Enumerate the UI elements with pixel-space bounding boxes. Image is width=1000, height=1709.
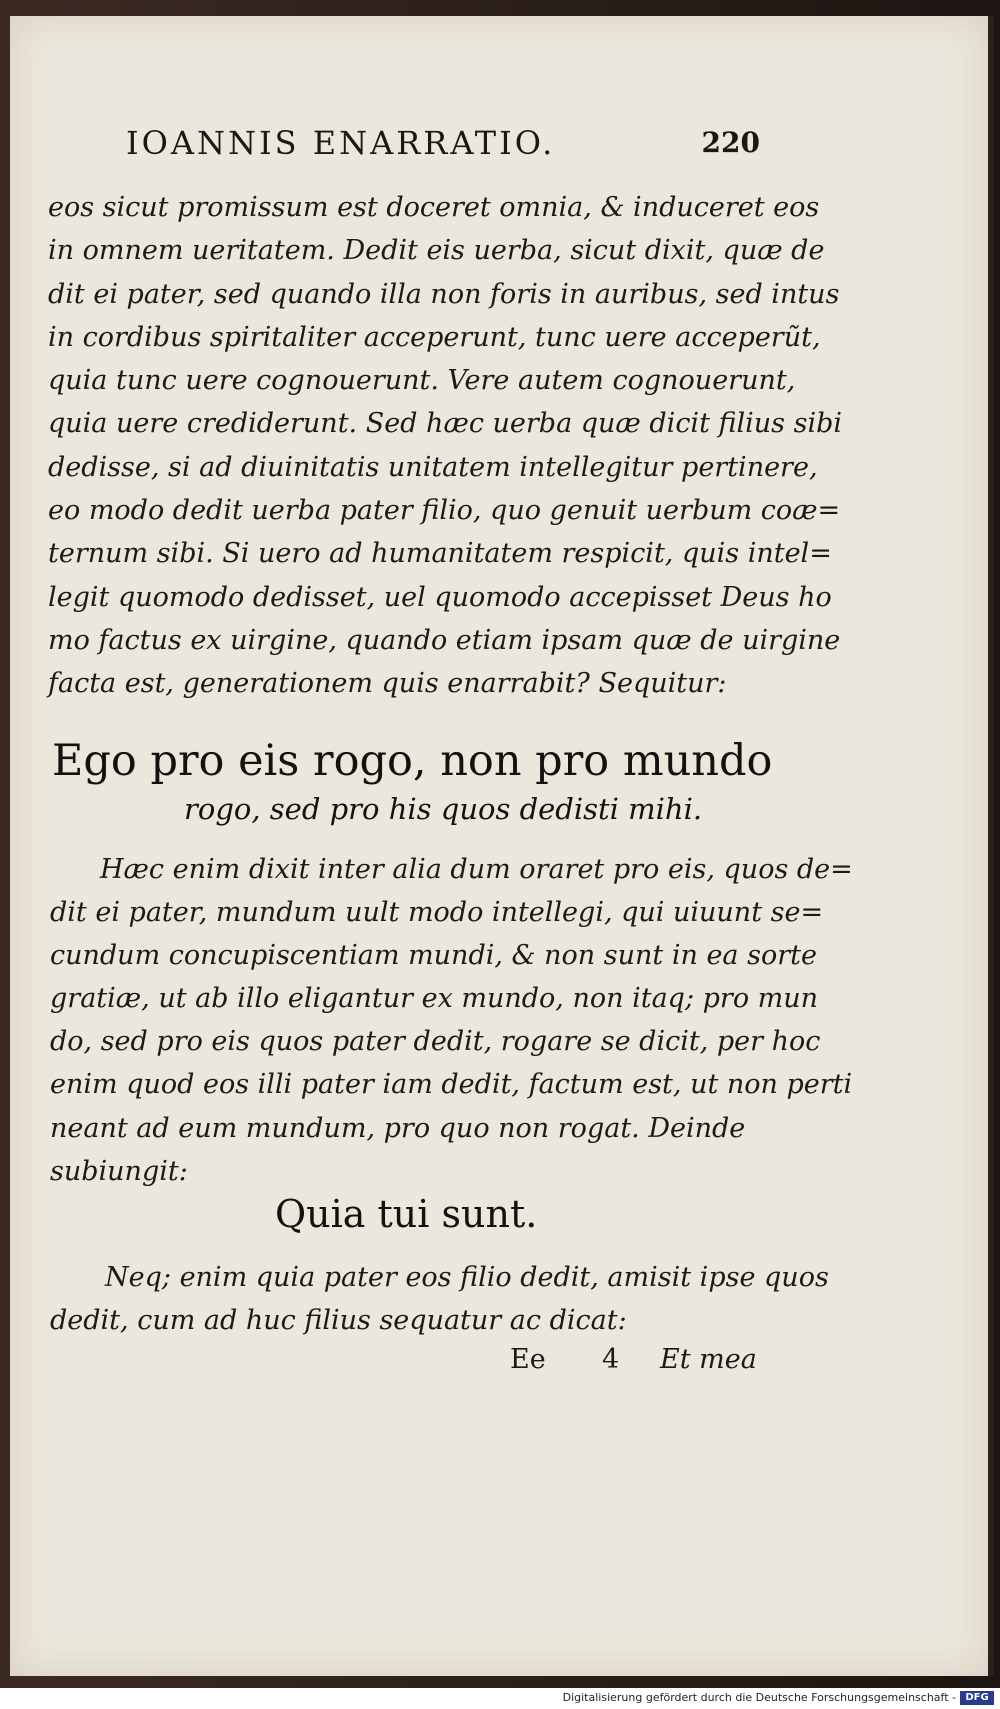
paragraph-2 bbox=[50, 848, 853, 1193]
book-page bbox=[10, 16, 994, 1676]
text-line: neant ad eum mundum, pro quo non rogat. Deinde bbox=[50, 1112, 746, 1144]
signature-mark: Ee bbox=[510, 1344, 546, 1375]
text-line: legit quomodo dedisset, uel quomodo accepisset Deus ho bbox=[48, 581, 832, 613]
catchword: Et mea bbox=[660, 1344, 757, 1375]
text-line: do, sed pro eis quos pater dedit, rogare se dicit, per hoc bbox=[50, 1026, 821, 1058]
text-line: eos sicut promissum est doceret omnia, & induceret eos bbox=[48, 192, 820, 223]
text-line: dedisse, si ad diuinitatis unitatem intellegitur pertinere, bbox=[48, 451, 818, 483]
scripture-heading-short: Quia tui sunt. bbox=[275, 1192, 538, 1236]
paragraph-3 bbox=[50, 1256, 829, 1342]
text-line: cundum concupiscentiam mundi, & non sunt in ea sorte bbox=[50, 940, 817, 972]
text-line: Hæc enim dixit inter alia dum oraret pro eis, quos de= bbox=[100, 854, 853, 885]
text-line: enim quod eos illi pater iam dedit, factum est, ut non perti bbox=[50, 1069, 853, 1101]
text-line: ternum sibi. Si uero ad humanitatem respicit, quis intel= bbox=[48, 538, 832, 570]
text-line: dedit, cum ad huc filius sequatur ac dicat: bbox=[50, 1305, 627, 1336]
text-line: quia uere crediderunt. Sed hæc uerba quæ dicit filius sibi bbox=[48, 408, 843, 440]
digitization-credit-bar bbox=[0, 1688, 1000, 1709]
running-title: IOANNIS ENARRATIO. bbox=[126, 124, 556, 162]
dfg-logo-icon[interactable]: DFG bbox=[960, 1691, 994, 1705]
text-line: in cordibus spiritaliter acceperunt, tunc uere acceperũt, bbox=[48, 321, 821, 353]
page-header bbox=[110, 124, 760, 174]
page-footer bbox=[510, 1344, 770, 1384]
digitization-credit: Digitalisierung gefördert durch die Deutsche Forschungsgemeinschaft - bbox=[562, 1691, 956, 1704]
text-line: mo factus ex uirgine, quando etiam ipsam quæ de uirgine bbox=[48, 624, 841, 656]
page-number: 220 bbox=[701, 126, 760, 159]
text-line: quia tunc uere cognouerunt. Vere autem cognouerunt, bbox=[48, 365, 796, 397]
text-line: gratiæ, ut ab illo eligantur ex mundo, non itaq; pro mun bbox=[50, 983, 819, 1015]
text-line: subiungit: bbox=[50, 1155, 188, 1187]
text-line: Neq; enim quia pater eos filio dedit, amisit ipse quos bbox=[105, 1262, 829, 1293]
text-line: eo modo dedit uerba pater filio, quo genuit uerbum coæ= bbox=[48, 495, 841, 527]
text-line: dit ei pater, mundum uult modo intellegi, qui uiuunt se= bbox=[50, 897, 824, 929]
leaf-number: 4 bbox=[602, 1344, 620, 1375]
text-line: in omnem ueritatem. Dedit eis uerba, sicut dixit, quæ de bbox=[48, 235, 825, 267]
scripture-heading: Ego pro eis rogo, non pro mundo bbox=[52, 736, 773, 786]
text-line: dit ei pater, sed quando illa non foris in auribus, sed intus bbox=[48, 278, 840, 310]
text-line: facta est, generationem quis enarrabit? Sequitur: bbox=[48, 668, 727, 700]
scripture-heading-continued: rogo, sed pro his quos dedisti mihi. bbox=[184, 792, 703, 826]
paragraph-1 bbox=[48, 186, 843, 706]
